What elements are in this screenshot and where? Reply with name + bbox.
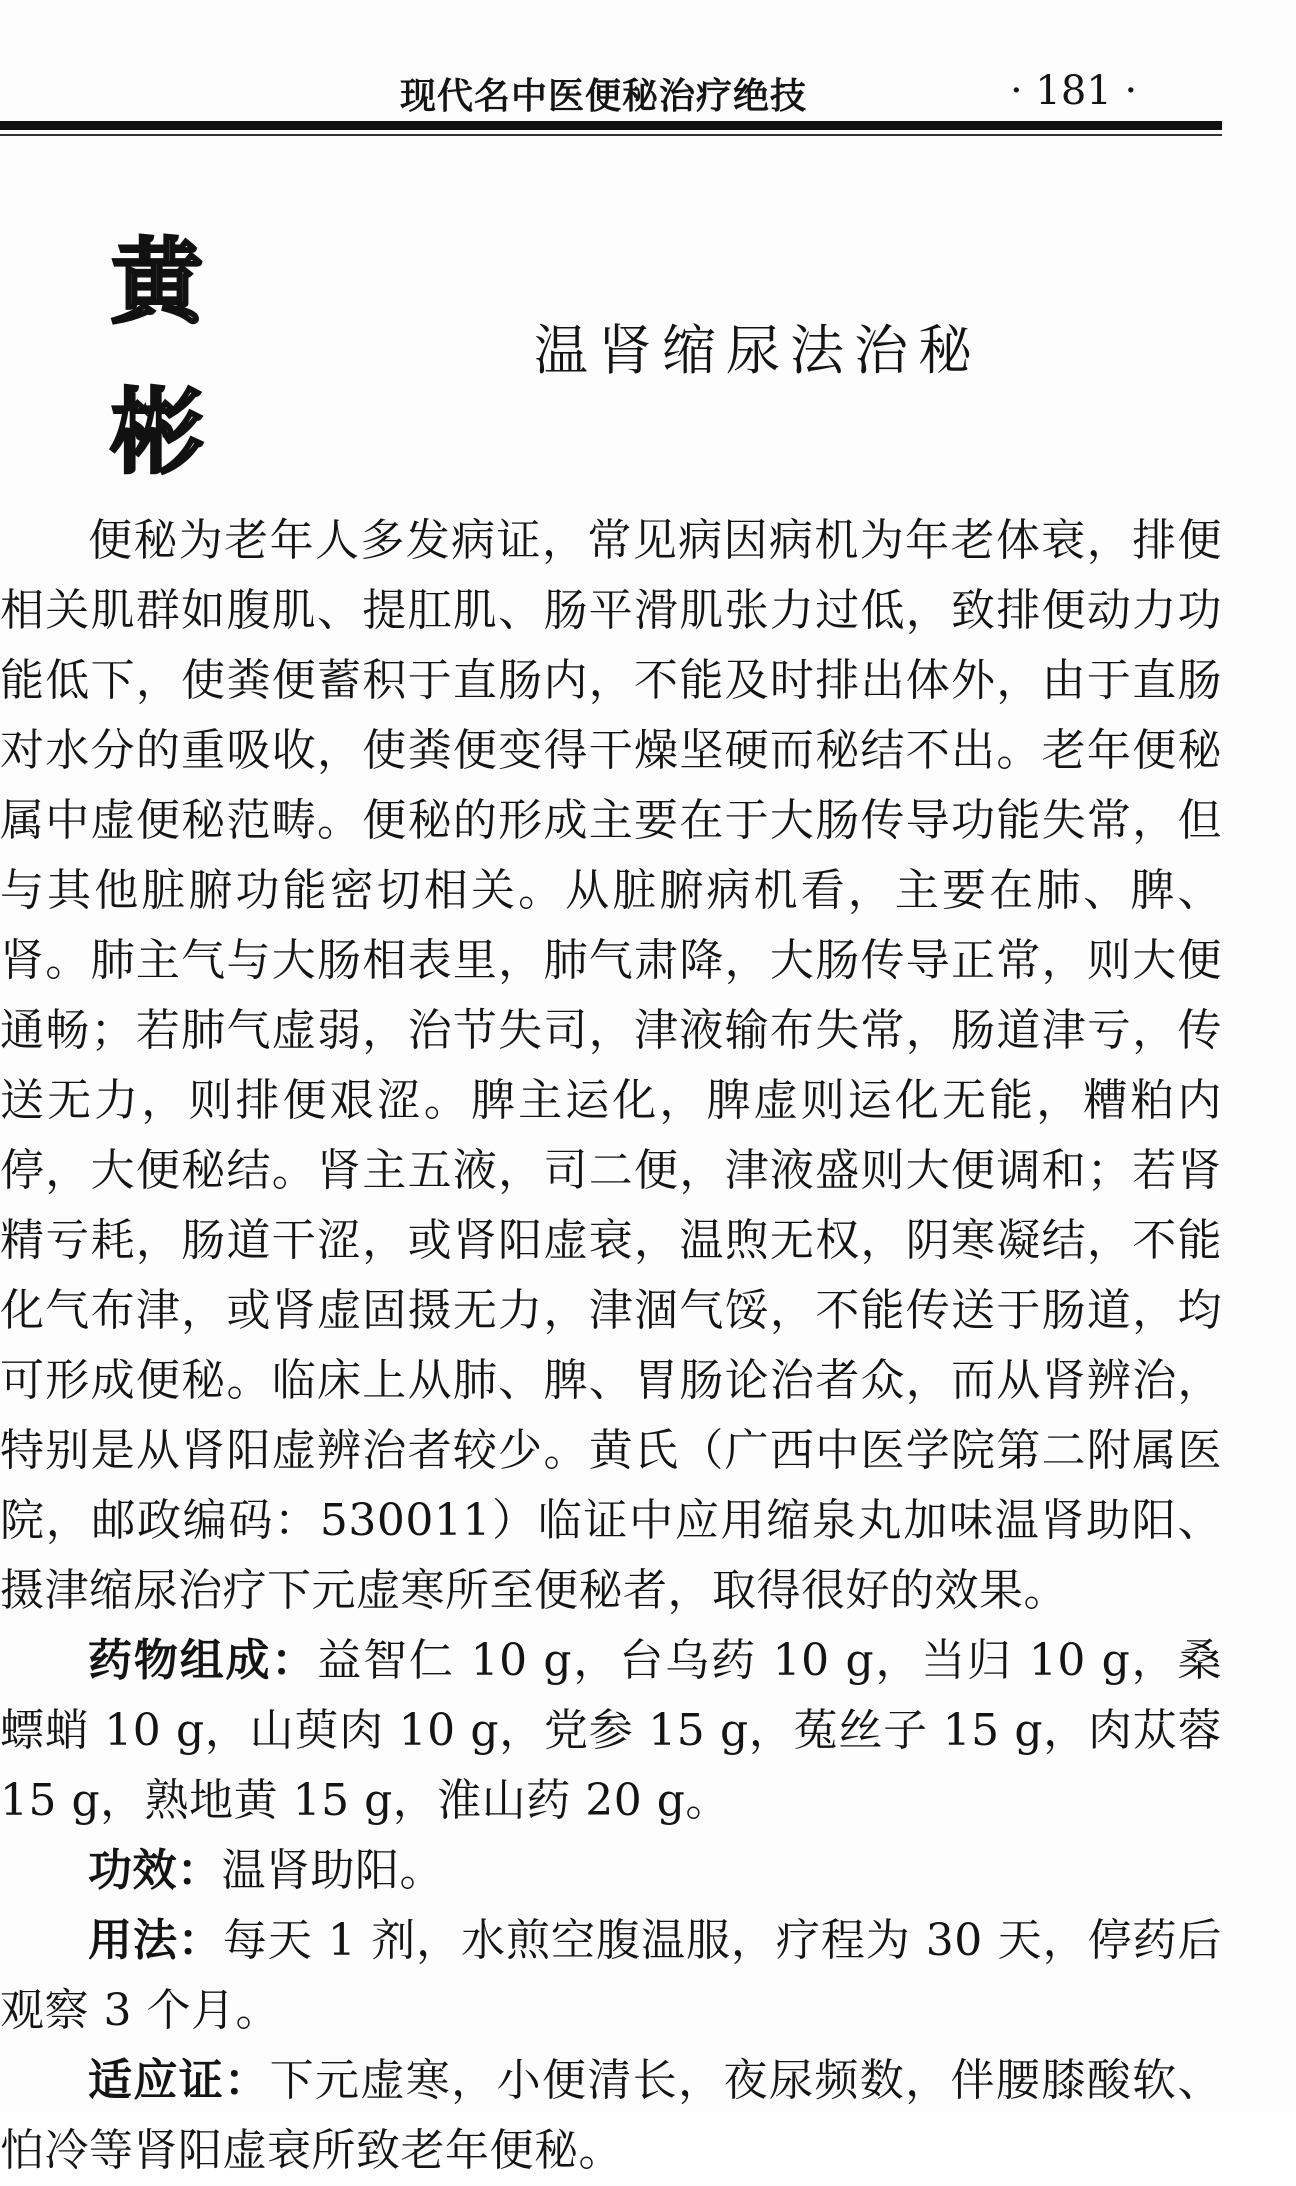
indication-label: 适应证： [88,2055,270,2106]
running-header [0,68,1222,124]
header-rule-thin [0,134,1222,136]
page-number: · 181 · [1010,68,1138,114]
author-given-name: 彬 [110,379,203,486]
article-body [0,506,1222,2186]
effect-paragraph [0,1836,1222,1906]
usage-text: 每天 1 剂，水煎空腹温服，疗程为 30 天，停药后观察 3 个月。 [0,1915,1222,2036]
composition-label: 药物组成： [88,1635,318,1686]
intro-paragraph: 便秘为老年人多发病证，常见病因病机为年老体衰，排便相关肌群如腹肌、提肛肌、肠平滑肌张力过低，致排便动力功能低下，使粪便蓄积于直肠内，不能及时排出体外，由于直肠对水分的重吸收，使粪便变得干燥坚硬而秘结不出。老年便秘属中虚便秘范畴。便秘的形成主要在于大肠传导功能失常，但与其他脏腑功能密切相关。从脏腑病机看，主要在肺、脾、肾。肺主气与大肠相表里，肺气肃降，大肠传导正常，则大便通畅；若肺气虚弱，治节失司，津液输布失常，肠道津亏，传送无力，则排便艰涩。脾主运化，脾虚则运化无能，糟粕内停，大便秘结。肾主五液，司二便，津液盛则大便调和；若肾精亏耗，肠道干涩，或肾阳虚衰，温煦无权，阴寒凝结，不能化气布津，或肾虚固摄无力，津涸气馁，不能传送于肠道，均可形成便秘。临床上从肺、脾、胃肠论治者众，而从肾辨治，特别是从肾阳虚辨治者较少。黄氏（广西中医学院第二附属医院，邮政编码：530011）临证中应用缩泉丸加味温肾助阳、摄津缩尿治疗下元虚寒所至便秘者，取得很好的效果。 [0,515,1222,1616]
effect-text: 温肾助阳。 [221,1845,444,1896]
usage-label: 用法： [88,1915,223,1966]
running-title: 现代名中医便秘治疗绝技 [400,76,808,117]
header-rule-thick [0,121,1222,130]
composition-text: 益智仁 10 g，台乌药 10 g，当归 10 g，桑螵蛸 10 g，山萸肉 10 g，党参 15 g，菟丝子 15 g，肉苁蓉 15 g，熟地黄 15 g，淮山药 20 g。 [0,1635,1223,1826]
usage-paragraph [0,1906,1222,2046]
author-name [92,208,222,508]
author-surname: 黄 [110,229,203,336]
article-title: 温肾缩尿法治秘 [534,319,982,382]
indication-text: 下元虚寒，小便清长，夜尿频数，伴腰膝酸软、怕冷等肾阳虚衰所致老年便秘。 [0,2055,1223,2176]
composition-paragraph [0,1626,1222,1836]
effect-label: 功效： [88,1845,222,1896]
indication-paragraph [0,2046,1222,2186]
